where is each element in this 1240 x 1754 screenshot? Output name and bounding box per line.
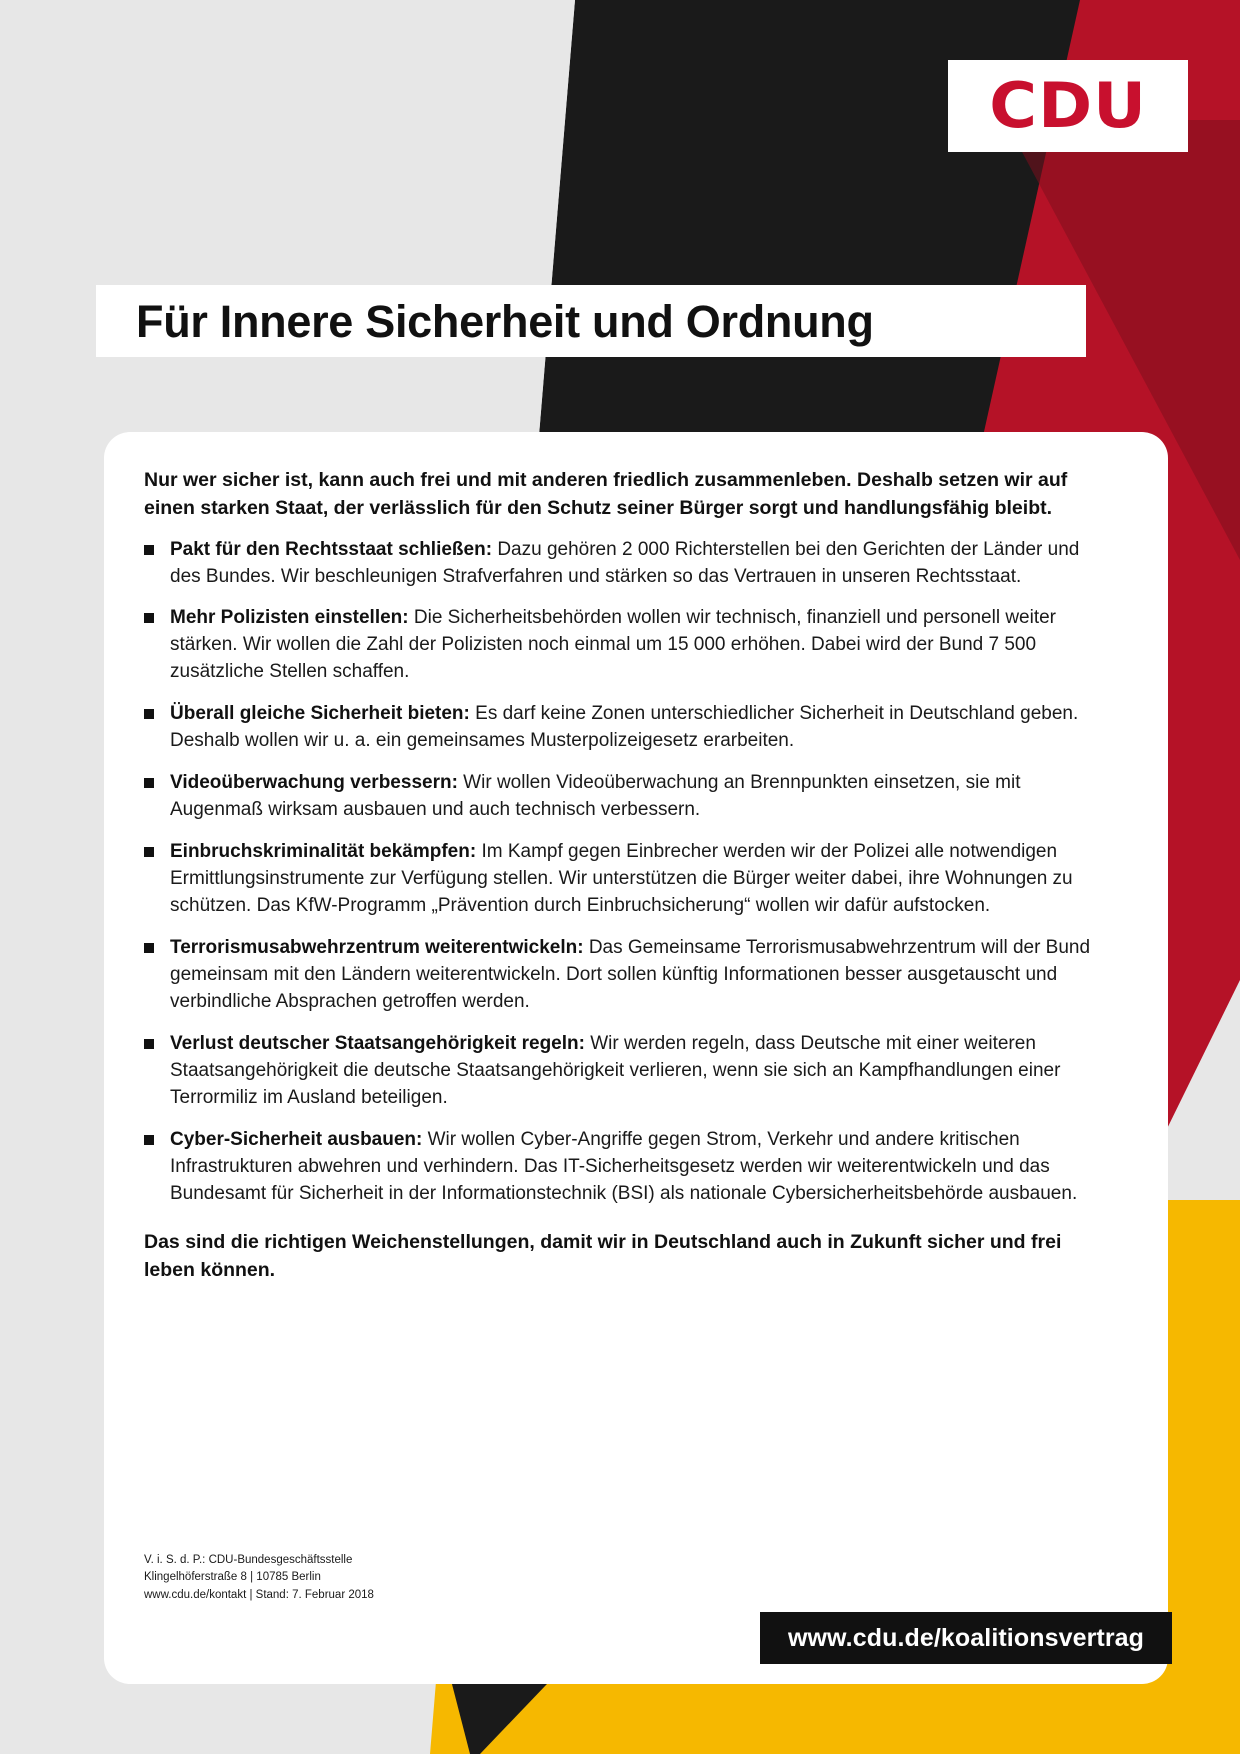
list-item xyxy=(144,839,1104,920)
list-item xyxy=(144,1031,1104,1112)
list-item xyxy=(144,701,1104,755)
list-item-lead-in: Einbruchskriminalität bekämpfen: xyxy=(170,841,477,863)
cdu-logo xyxy=(948,60,1188,152)
imprint-line-1: V. i. S. d. P.: CDU-Bundesgeschäftsstelle xyxy=(144,1554,353,1566)
list-item xyxy=(144,537,1104,591)
website-url-bar[interactable] xyxy=(760,1612,1172,1664)
list-item-lead-in: Cyber-Sicherheit ausbauen: xyxy=(170,1128,423,1150)
imprint-line-2: Klingelhöferstraße 8 | 10785 Berlin xyxy=(144,1571,321,1584)
square-bullet-icon xyxy=(144,545,154,555)
list-item-lead-in: Terrorismusabwehrzentrum weiterentwickeln: xyxy=(170,937,584,959)
square-bullet-icon xyxy=(144,847,154,857)
imprint-line-3: www.cdu.de/kontakt | Stand: 7. Februar 2018 xyxy=(144,1588,374,1601)
imprint xyxy=(144,1552,374,1604)
bullet-list xyxy=(144,537,1104,1208)
list-item-lead-in: Verlust deutscher Staatsangehörigkeit regeln: xyxy=(170,1033,585,1055)
square-bullet-icon xyxy=(144,1039,154,1049)
square-bullet-icon xyxy=(144,709,154,719)
website-url-text: www.cdu.de/koalitionsvertrag xyxy=(787,1623,1145,1652)
lead-paragraph: Nur wer sicher ist, kann auch frei und mit anderen friedlich zusammenleben. Deshalb setzen wir auf einen starken Staat, der verlässlich für den Schutz seiner Bürger sorgt und handlungsfähig bleibt. xyxy=(144,469,1068,520)
list-item xyxy=(144,935,1104,1016)
list-item-lead-in: Videoüberwachung verbessern: xyxy=(170,772,458,794)
list-item-lead-in: Überall gleiche Sicherheit bieten: xyxy=(170,703,470,725)
square-bullet-icon xyxy=(144,943,154,953)
list-item-text: Das Gemeinsame Terrorismusabwehrzentrum will der Bund gemeinsam mit den Ländern weiterentwickeln. Dort sollen künftig Informationen besser ausgetauscht und verbindliche Absprachen getroffen werden. xyxy=(170,937,1091,1013)
list-item-text: Dazu gehören 2 000 Richterstellen bei den Gerichten der Länder und des Bundes. Wir beschleunigen Strafverfahren und stärken so das Vertrauen in unseren Rechtsstaat. xyxy=(170,538,1080,587)
list-item-text: Im Kampf gegen Einbrecher werden wir der Polizei alle notwendigen Ermittlungsinstrumente zur Verfügung stellen. Wir unterstützen die Bürger weiter dabei, ihre Wohnungen zu schützen. Das KfW-Programm „Prävention durch Einbruchsicherung“ wollen wir dafür aufstocken. xyxy=(170,841,1073,917)
page-title: Für Innere Sicherheit und Ordnung xyxy=(136,295,874,347)
list-item-text: Es darf keine Zonen unterschiedlicher Sicherheit in Deutschland geben. Deshalb wollen wir u. a. ein gemeinsames Musterpolizeigesetz erarbeiten. xyxy=(170,703,1079,752)
list-item-text: Wir wollen Cyber-Angriffe gegen Strom, Verkehr und andere kritischen Infrastrukturen abwehren und verhindern. Das IT-Sicherheitsgesetz werden wir weiterentwickeln und das Bundesamt für Sicherheit in der Informationstechnik (BSI) als nationale Cybersicherheitsbehörde ausbauen. xyxy=(170,1128,1078,1204)
headline-band xyxy=(96,285,1086,357)
cdu-logo-wordmark: CDU xyxy=(989,69,1147,142)
square-bullet-icon xyxy=(144,613,154,623)
list-item xyxy=(144,605,1104,686)
list-item xyxy=(144,770,1104,824)
list-item xyxy=(144,1127,1104,1208)
list-item-text: Wir werden regeln, dass Deutsche mit einer weiteren Staatsangehörigkeit die deutsche Staatsangehörigkeit verlieren, wenn sie sich an Kampfhandlungen einer Terrormiliz im Ausland beteiligen. xyxy=(170,1033,1061,1108)
list-item-text: Die Sicherheitsbehörden wollen wir technisch, finanziell und personell weiter stärken. Wir wollen die Zahl der Polizisten noch einmal um 15 000 erhöhen. Dabei wird der Bund 7 500 zusätzliche Stellen schaffen. xyxy=(170,607,1057,683)
square-bullet-icon xyxy=(144,778,154,788)
list-item-text: Wir wollen Videoüberwachung an Brennpunkten einsetzen, sie mit Augenmaß wirksam ausbauen und auch technisch verbessern. xyxy=(170,772,1021,821)
square-bullet-icon xyxy=(144,1135,154,1145)
content-body xyxy=(144,466,1104,1284)
closing-paragraph: Das sind die richtigen Weichenstellungen, damit wir in Deutschland auch in Zukunft sicher und frei leben können. xyxy=(144,1230,1062,1282)
list-item-lead-in: Pakt für den Rechtsstaat schließen: xyxy=(170,538,493,560)
list-item-lead-in: Mehr Polizisten einstellen: xyxy=(170,607,409,629)
content-card xyxy=(104,432,1168,1684)
